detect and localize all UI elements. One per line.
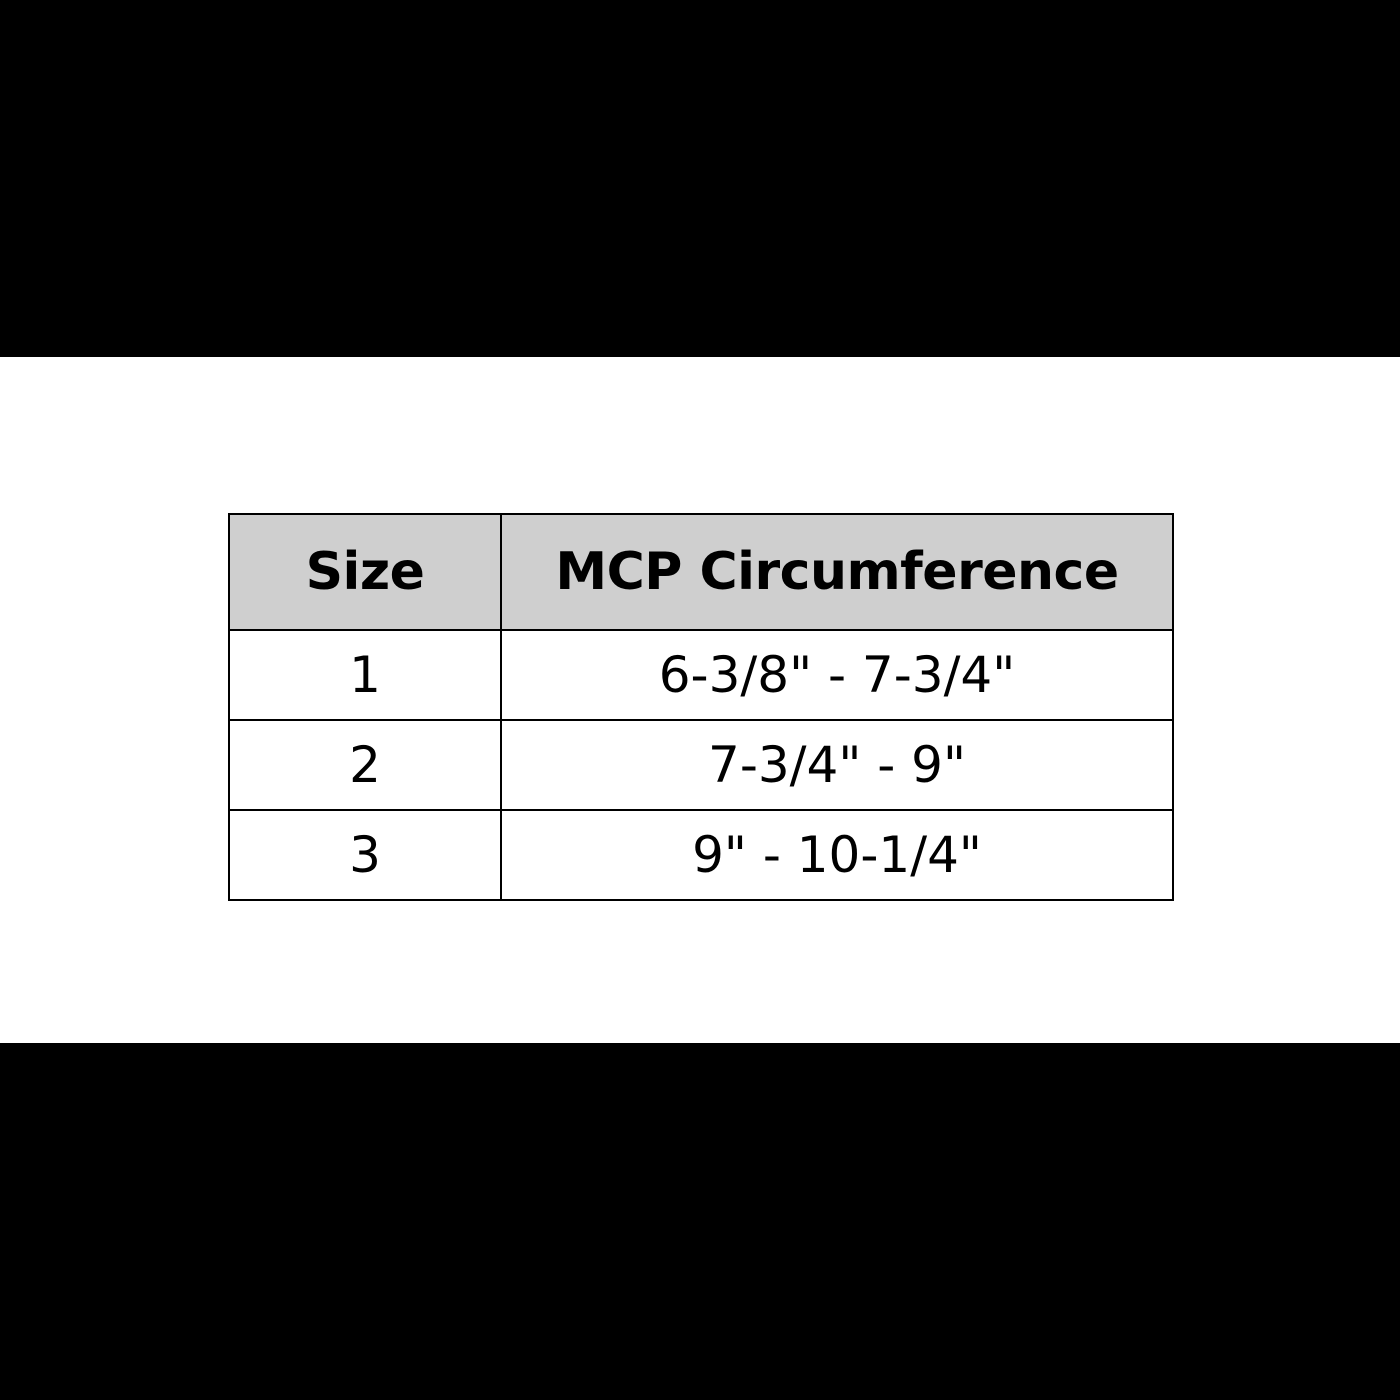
table-header <box>229 514 1173 630</box>
cell-size: 1 <box>229 630 501 720</box>
table-body <box>229 630 1173 900</box>
cell-size: 3 <box>229 810 501 900</box>
cell-circumference: 6-3/8" - 7-3/4" <box>501 630 1173 720</box>
column-header-size: Size <box>229 514 501 630</box>
size-chart-table <box>228 513 1174 901</box>
table-row <box>229 810 1173 900</box>
cell-size: 2 <box>229 720 501 810</box>
document-page <box>0 357 1400 1043</box>
cell-circumference: 9" - 10-1/4" <box>501 810 1173 900</box>
cell-circumference: 7-3/4" - 9" <box>501 720 1173 810</box>
column-header-mcp-circumference: MCP Circumference <box>501 514 1173 630</box>
table-header-row <box>229 514 1173 630</box>
size-chart-container <box>228 513 1172 901</box>
table-row <box>229 630 1173 720</box>
table-row <box>229 720 1173 810</box>
